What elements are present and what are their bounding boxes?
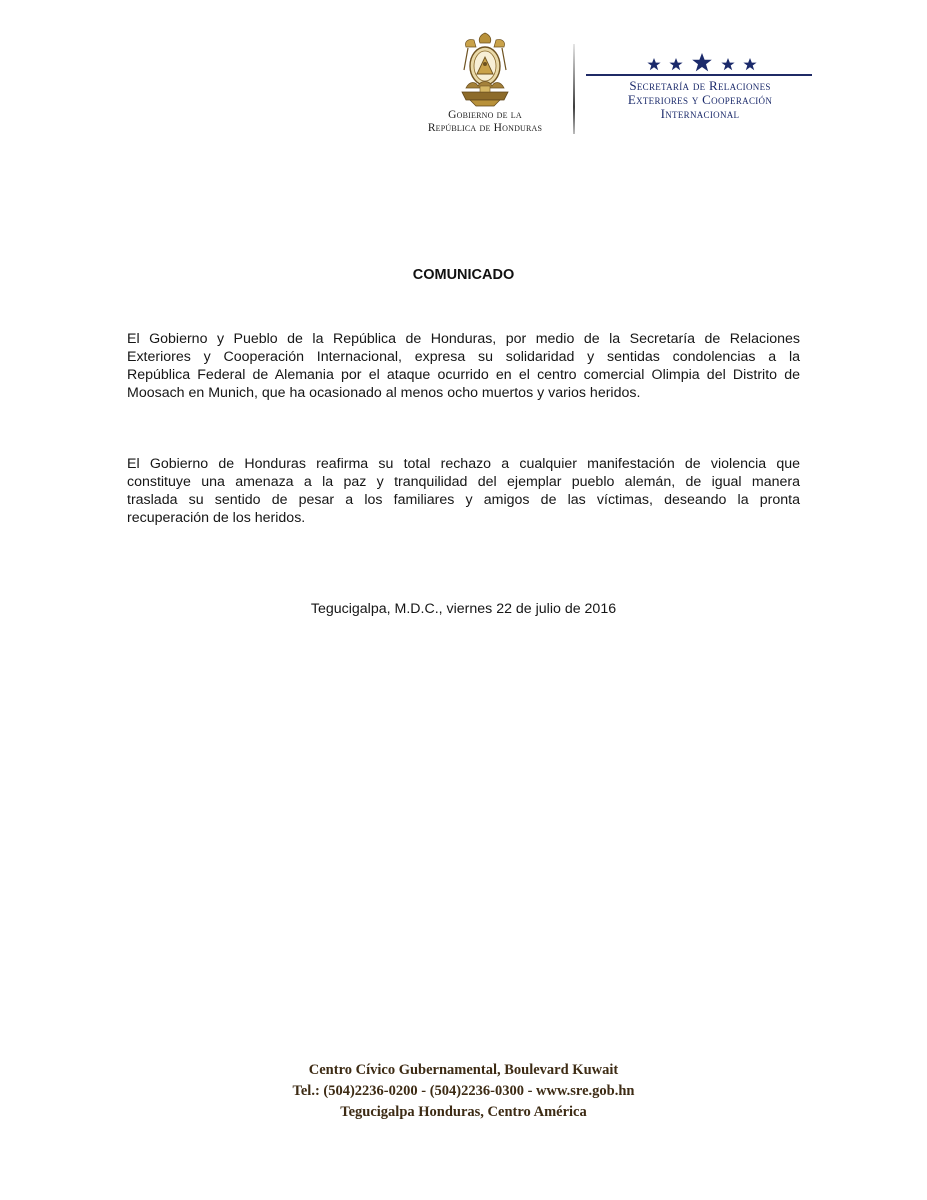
star-icon <box>647 58 660 70</box>
stars-decoration <box>646 53 766 73</box>
footer-line3: Tegucigalpa Honduras, Centro América <box>340 1104 587 1120</box>
paragraph-line: República Federal de Alemania por el ataque ocurrido en el centro comercial Olimpia del Distrito de <box>127 367 800 383</box>
header-divider <box>573 44 575 134</box>
honduras-coat-of-arms-icon <box>456 30 514 108</box>
letterhead <box>0 0 927 150</box>
government-name-line1: Gobierno de la <box>448 109 522 121</box>
paragraph-line: traslada su sentido de pesar a los familiares y amigos de las víctimas, deseando la pronta <box>127 492 800 508</box>
document-title: COMUNICADO <box>412 267 515 283</box>
star-icon <box>669 58 682 70</box>
ministry-name-line2: Exteriores y Cooperación <box>627 92 773 107</box>
footer-line2: Tel.: (504)2236-0200 - (504)2236-0300 - www.sre.gob.hn <box>292 1083 635 1099</box>
star-icon <box>721 58 734 70</box>
footer-address <box>0 1060 927 1123</box>
star-icon <box>692 53 712 71</box>
paragraph-1 <box>127 330 800 402</box>
paragraph-line: El Gobierno y Pueblo de la República de Honduras, por medio de la Secretaría de Relaciones <box>127 331 800 347</box>
government-name-line2: República de Honduras <box>427 122 543 134</box>
ministry-name-line1: Secretaría de Relaciones <box>629 78 771 93</box>
dateline: Tegucigalpa, M.D.C., viernes 22 de julio de 2016 <box>310 601 617 617</box>
ministry-rule <box>586 74 812 76</box>
footer-line1: Centro Cívico Gubernamental, Boulevard Kuwait <box>308 1062 619 1078</box>
paragraph-line: recuperación de los heridos. <box>127 510 306 526</box>
government-name <box>400 109 570 135</box>
paragraph-line: constituye una amenaza a la paz y tranquilidad del ejemplar pueblo alemán, de igual manera <box>127 474 800 490</box>
star-icon <box>743 58 756 70</box>
paragraph-line: Moosach en Munich, que ha ocasionado al menos ocho muertos y varios heridos. <box>127 385 641 401</box>
ministry-name <box>586 79 814 121</box>
paragraph-line: El Gobierno de Honduras reafirma su total rechazo a cualquier manifestación de violencia que <box>127 456 800 472</box>
paragraph-line: Exteriores y Cooperación Internacional, expresa su solidaridad y sentidas condolencias a la <box>127 349 800 365</box>
paragraph-2 <box>127 455 800 527</box>
ministry-name-line3: Internacional <box>660 106 740 121</box>
